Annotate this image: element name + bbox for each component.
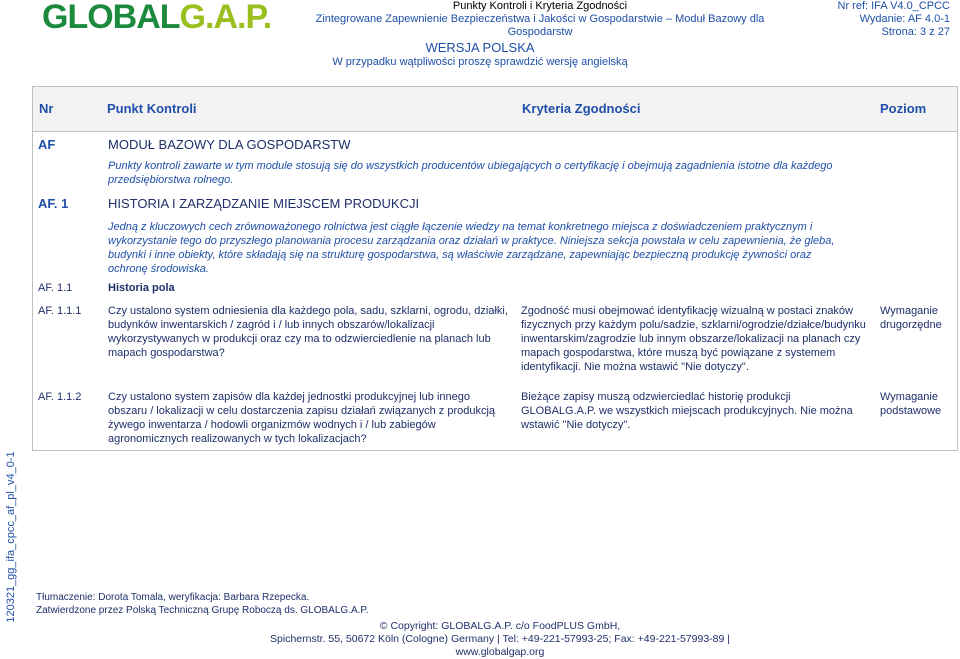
footer-website[interactable]: www.globalgap.org [455,646,545,658]
table-header [32,86,958,132]
row-nr-1: AF. 1.1.1 [38,305,82,317]
module-title: MODUŁ BAZOWY DLA GOSPODARSTW [108,137,351,152]
language-note: W przypadku wątpliwości proszę sprawdzić wersję angielską [332,56,628,68]
column-header-criteria: Kryteria Zgodności [522,101,641,116]
footer-copyright: © Copyright: GLOBALG.A.P. c/o FoodPLUS GmbH, [379,620,621,632]
reference-number: Nr ref: IFA V4.0_CPCC [837,0,950,12]
footer-translation-block [36,591,369,617]
row-nr-2: AF. 1.1.2 [38,391,82,403]
side-document-code: 120321_gg_ifa_cpcc_af_pl_v4_0-1 [5,451,17,623]
language-version: WERSJA POLSKA [425,40,535,55]
subsection-title: Historia pola [108,282,175,294]
row-criteria-1: Zgodność musi obejmować identyfikację wizualną w postaci znaków fizycznych przy każdym polu/sadzie, szklarni/ogrodzie/działce/budynku inwentarskim/zagrodzie lub innym obszarze/lokalizacji na planach czy mapach gospodarstwa, które muszą być powiązane z systemem identyfikacji. Nie można wstawić "Nie dotyczy". [521,305,866,373]
document-title-block [300,0,780,39]
footer-copyright-block [200,620,800,659]
footer-address: Spichernstr. 55, 50672 Köln (Cologne) Germany | Tel: +49-221-57993-25; Fax: +49-221-57993-89 | [270,633,730,645]
column-header-control-point: Punkt Kontroli [107,101,197,116]
edition-number: Wydanie: AF 4.0-1 [859,13,950,25]
footer-approval: Zatwierdzone przez Polską Techniczną Grupę Roboczą ds. GLOBALG.A.P. [36,605,369,616]
page-number: Strona: 3 z 27 [881,26,950,38]
column-header-level: Poziom [880,101,927,116]
module-code: AF [38,137,56,152]
row-level-1: Wymaganie drugorzędne [880,305,942,331]
module-intro: Punkty kontroli zawarte w tym module stosują się do wszystkich producentów ubiegających o certyfikację i obejmują zagadnienia istotne dla każdego przedsiębiorstwa rolnego. [108,160,833,186]
footer-translation: Tłumaczenie: Dorota Tomala, weryfikacja: Barbara Rzepecka. [36,592,310,603]
document-subtitle: Zintegrowane Zapewnienie Bezpieczeństwa i Jakości w Gospodarstwie – Moduł Bazowy dla Gospodarstw [315,13,765,38]
globalgap-logo [42,0,271,34]
logo-suffix-text: G.A.P. [179,0,272,36]
language-notice [200,40,760,69]
document-title: Punkty Kontroli i Kryteria Zgodności [452,0,628,12]
row-control-point-2: Czy ustalono system zapisów dla każdej jednostki produkcyjnej lub innego obszaru / lokalizacji w celu dostarczenia zapisu działań związanych z produkcją żywego inwentarza / hodowli organizmów wodnych i / lub zabiegów agronomicznych realizowanych w tych lokalizacjach? [108,391,496,445]
section-intro: Jedną z kluczowych cech zrównoważonego rolnictwa jest ciągłe łączenie wiedzy na temat konkretnego miejsca z doświadczeniem praktycznym i wykorzystanie tego do przyszłego planowania procesu zarządzania oraz działań w praktyce. Niniejsza sekcja powstała w celu zapewnienia, że gleba, budynki i inne obiekty, które składają się na strukturę gospodarstwa, są właściwie zarządzane, zapewniając bezpieczną produkcję żywności oraz ochronę środowiska. [108,221,835,275]
row-control-point-1: Czy ustalono system odniesienia dla każdego pola, sadu, szklarni, ogrodu, działki, budynków inwentarskich / zagród i / lub innych obszarów/lokalizacji wykorzystywanych w produkcji oraz czy ma to odzwierciedlenie na planach lub mapach gospodarstwa? [108,305,508,359]
document-meta [780,0,950,39]
section-code: AF. 1 [38,196,69,211]
column-header-nr: Nr [39,101,54,116]
subsection-code: AF. 1.1 [38,282,73,294]
row-level-2: Wymaganie podstawowe [880,391,942,417]
row-criteria-2: Bieżące zapisy muszą odzwierciedlać historię produkcji GLOBALG.A.P. we wszystkich miejscach produkcyjnych. Nie można wstawić "Nie dotyczy". [521,391,853,431]
section-title: HISTORIA I ZARZĄDZANIE MIEJSCEM PRODUKCJI [108,196,420,211]
logo-main-text: GLOBAL [42,0,180,36]
